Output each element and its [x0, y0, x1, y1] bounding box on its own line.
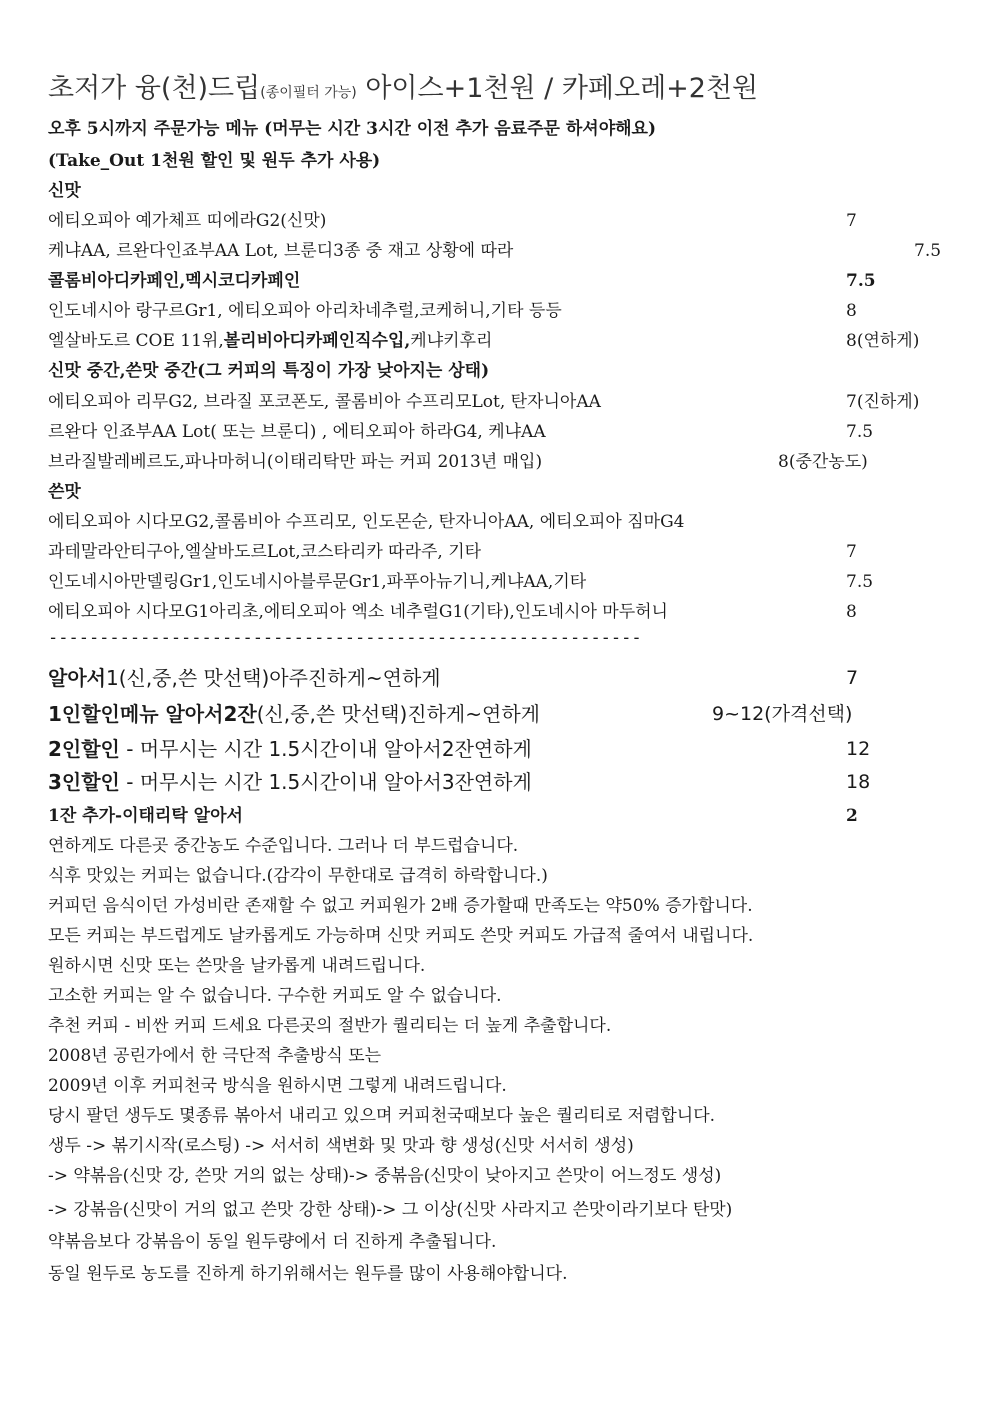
menu-item-name: 콜롬비아디카페인,멕시코디카페인	[48, 271, 301, 291]
special-item-bold: 3인할인	[48, 770, 120, 794]
special-item-name	[48, 769, 532, 795]
note-line: 연하게도 다른곳 중간농도 수준입니다. 그러나 더 부드럽습니다.	[48, 836, 519, 856]
section-heading-sour: 신맛	[48, 181, 81, 201]
menu-item-price: 7.5	[914, 241, 942, 261]
menu-item-name: 브라질발레베르도,파나마허니(이태리탁만 파는 커피 2013년 매입)	[48, 452, 543, 472]
note-line: 생두 -> 볶기시작(로스팅) -> 서서히 색변화 및 맛과 향 생성(신맛 서서히 생성)	[48, 1136, 634, 1156]
menu-item-name-part: 볼리비아디카페인직수입,	[223, 331, 411, 351]
order-note: 오후 5시까지 주문가능 메뉴 (머무는 시간 3시간 이전 추가 음료주문 하셔야해요)	[48, 119, 657, 139]
note-line: 약볶음보다 강볶음이 동일 원두량에서 더 진하게 추출됩니다.	[48, 1232, 497, 1252]
menu-item-name: 에티오피아 시다모G2,콜롬비아 수프리모, 인도몬순, 탄자니아AA, 에티오피아 짐마G4	[48, 512, 685, 532]
note-line: 식후 맛있는 커피는 없습니다.(감각이 무한대로 급격히 하락합니다.)	[48, 866, 548, 886]
menu-item-name: 에티오피아 리무G2, 브라질 포코폰도, 콜롬비아 수프리모Lot, 탄자니아AA	[48, 392, 601, 412]
title-main: 초저가 융(천)드립	[48, 73, 261, 104]
special-item-bold: 2인할인	[48, 737, 120, 761]
menu-item-price: 8	[846, 602, 857, 622]
special-item-name	[48, 736, 532, 762]
special-item-price: 18	[846, 771, 871, 793]
note-line: 모든 커피는 부드럽게도 날카롭게도 가능하며 신맛 커피도 쓴맛 커피도 가급적 줄여서 내립니다.	[48, 926, 754, 946]
menu-item-name: 과테말라안티구아,엘살바도르Lot,코스타리카 따라주, 기타	[48, 542, 482, 562]
page-title	[48, 66, 758, 105]
menu-item-price: 7	[846, 211, 857, 231]
menu-item-name: 르완다 인죠부AA Lot( 또는 브룬디) , 에티오피아 하라G4, 케냐AA	[48, 422, 546, 442]
special-item-name	[48, 665, 441, 691]
special-item-rest: (신,중,쓴 맛선택)진하게~연하게	[256, 702, 540, 726]
note-line: 고소한 커피는 알 수 없습니다. 구수한 커피도 알 수 없습니다.	[48, 986, 502, 1006]
menu-item-name: 케냐AA, 르완다인죠부AA Lot, 브룬디3종 중 재고 상황에 따라	[48, 241, 514, 261]
menu-item-price: 7.5	[846, 271, 876, 291]
menu-item-name: 인도네시아 랑구르Gr1, 에티오피아 아리차네추럴,코케허니,기타 등등	[48, 301, 562, 321]
special-item-price: 2	[846, 806, 858, 826]
special-item-name	[48, 701, 540, 727]
special-item-price: 9~12(가격선택)	[712, 703, 853, 725]
menu-item-price: 8(연하게)	[846, 331, 920, 351]
note-line: 추천 커피 - 비싼 커피 드세요 다른곳의 절반가 퀄리티는 더 높게 추출합니다.	[48, 1016, 612, 1036]
title-note: (종이필터 가능)	[260, 85, 357, 101]
menu-item-price: 7	[846, 542, 857, 562]
special-item-rest: 1(신,중,쓴 맛선택)아주진하게~연하게	[105, 666, 441, 690]
note-line: 2009년 이후 커피천국 방식을 원하시면 그렇게 내려드립니다.	[48, 1076, 507, 1096]
menu-item-name: 에티오피아 시다모G1아리초,에티오피아 엑소 네추럴G1(기타),인도네시아 마두허니	[48, 602, 668, 622]
special-item-name	[48, 805, 243, 827]
menu-item-price: 7.5	[846, 422, 874, 442]
note-line: -> 약볶음(신맛 강, 쓴맛 거의 없는 상태)-> 중볶음(신맛이 낮아지고 쓴맛이 어느정도 생성)	[48, 1166, 722, 1186]
note-line: 2008년 공린가에서 한 극단적 추출방식 또는	[48, 1046, 382, 1066]
menu-item-price: 7(진하게)	[846, 392, 920, 412]
special-item-bold: 1인할인메뉴 알아서2잔	[48, 702, 257, 726]
special-item-rest: - 머무시는 시간 1.5시간이내 알아서2잔연하게	[119, 737, 532, 761]
note-line: 커피던 음식이던 가성비란 존재할 수 없고 커피원가 2배 증가할때 만족도는 약50% 증가합니다.	[48, 896, 753, 916]
special-item-bold: 1잔 추가-이태리탁 알아서	[48, 806, 243, 826]
section-heading-bitter: 쓴맛	[48, 482, 81, 502]
section-heading-balanced: 신맛 중간,쓴맛 중간(그 커피의 특징이 가장 낮아지는 상태)	[48, 361, 490, 381]
divider-line: ----------------------------------------------------------	[48, 628, 642, 648]
menu-item-name	[48, 330, 492, 352]
title-rest: 아이스+1천원 / 카페오레+2천원	[356, 73, 759, 104]
special-item-price: 12	[846, 738, 871, 760]
note-line: 원하시면 신맛 또는 쓴맛을 날카롭게 내려드립니다.	[48, 956, 426, 976]
takeout-note: (Take_Out 1천원 할인 및 원두 추가 사용)	[48, 151, 381, 171]
menu-item-name-part: 엘살바도르 COE 11위,	[48, 331, 224, 351]
menu-item-name: 에티오피아 예가체프 띠에라G2(신맛)	[48, 211, 327, 231]
menu-item-price: 7.5	[846, 572, 874, 592]
note-line: -> 강볶음(신맛이 거의 없고 쓴맛 강한 상태)-> 그 이상(신맛 사라지고 쓴맛이라기보다 탄맛)	[48, 1200, 733, 1220]
menu-item-price: 8(중간농도)	[778, 452, 868, 472]
menu-item-name: 인도네시아만델링Gr1,인도네시아블루문Gr1,파푸아뉴기니,케냐AA,기타	[48, 572, 587, 592]
menu-item-price: 8	[846, 301, 857, 321]
note-line: 동일 원두로 농도를 진하게 하기위해서는 원두를 많이 사용해야합니다.	[48, 1264, 568, 1284]
note-line: 당시 팔던 생두도 몇종류 볶아서 내리고 있으며 커피천국때보다 높은 퀄리티로 저렴합니다.	[48, 1106, 716, 1126]
special-item-rest: - 머무시는 시간 1.5시간이내 알아서3잔연하게	[119, 770, 532, 794]
special-item-price: 7	[846, 667, 859, 689]
special-item-bold: 알아서	[48, 666, 106, 690]
menu-item-name-part: 케냐키후리	[410, 331, 493, 351]
